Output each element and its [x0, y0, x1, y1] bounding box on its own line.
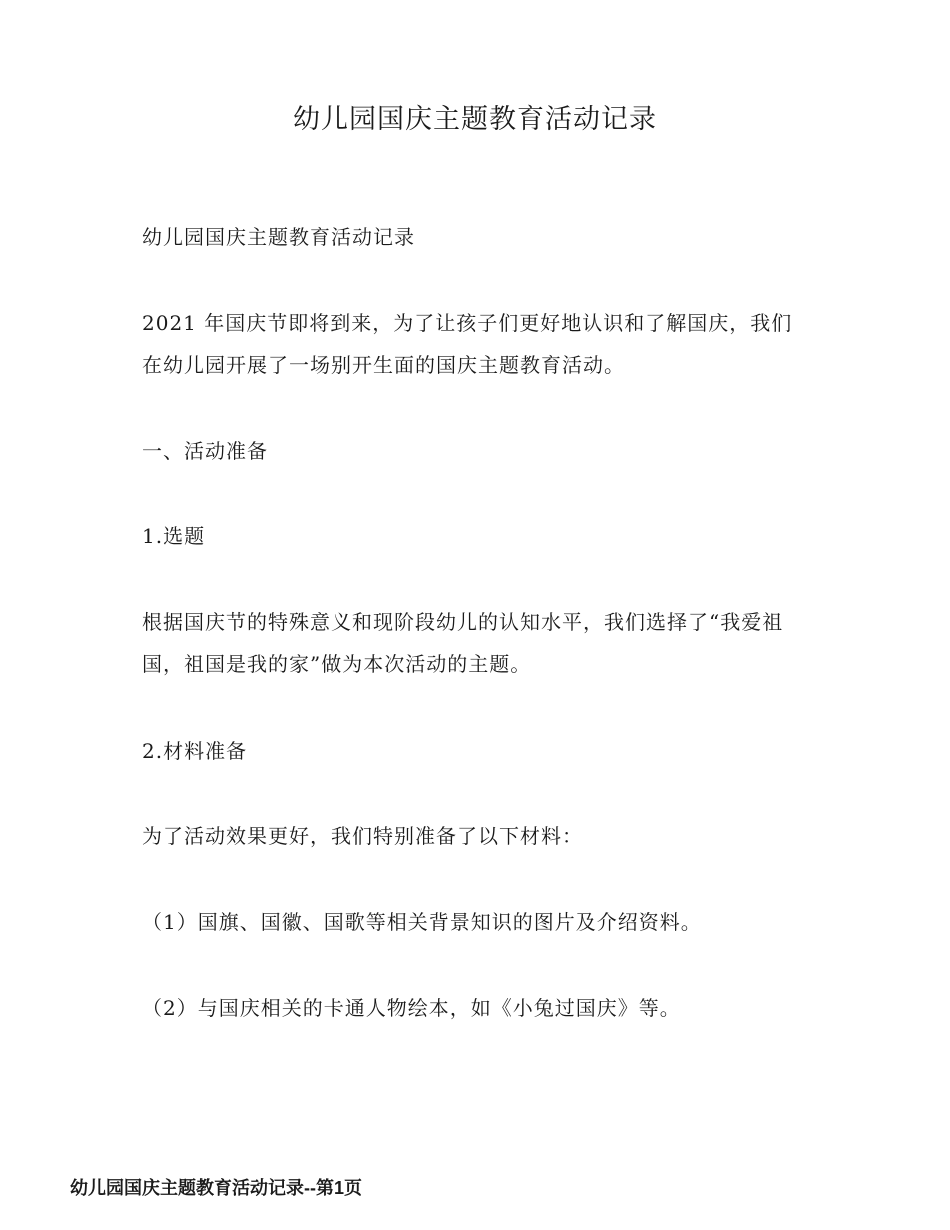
materials-intro-paragraph: 为了活动效果更好，我们特别准备了以下材料： — [142, 824, 583, 848]
subsection-heading-topic: 1.选题 — [142, 524, 206, 548]
materials-list-item-2: （2）与国庆相关的卡通人物绘本，如《小兔过国庆》等。 — [142, 996, 681, 1020]
section-heading-preparation: 一、活动准备 — [142, 439, 268, 463]
document-title: 幼儿园国庆主题教育活动记录 — [293, 104, 657, 135]
intro-paragraph: 2021 年国庆节即将到来，为了让孩子们更好地认识和了解国庆，我们在幼儿园开展了一场别开生面的国庆主题教育活动。 — [142, 311, 793, 377]
topic-paragraph: 根据国庆节的特殊意义和现阶段幼儿的认知水平，我们选择了“我爱祖国，祖国是我的家”做为本次活动的主题。 — [142, 610, 784, 676]
materials-list-item-1: （1）国旗、国徽、国歌等相关背景知识的图片及介绍资料。 — [142, 910, 702, 934]
page-footer: 幼儿园国庆主题教育活动记录--第1页 — [70, 1178, 362, 1198]
subsection-heading-materials: 2.材料准备 — [142, 739, 248, 763]
subtitle-paragraph: 幼儿园国庆主题教育活动记录 — [142, 225, 415, 249]
